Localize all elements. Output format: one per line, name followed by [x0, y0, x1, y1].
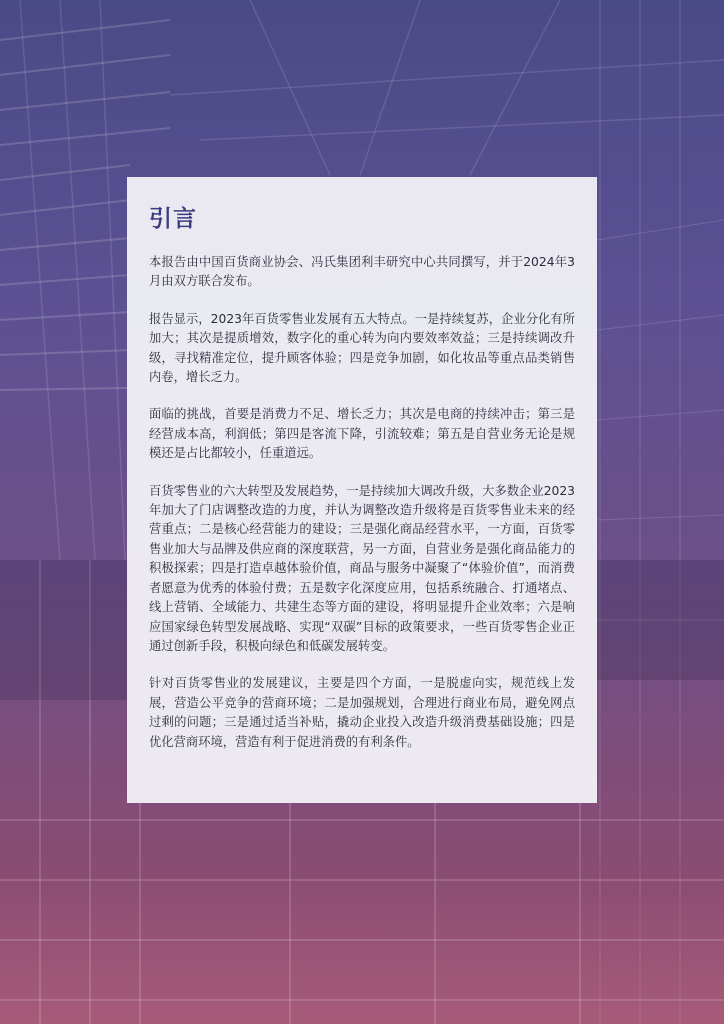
intro-card — [127, 177, 597, 803]
page-title: 引言 — [149, 206, 197, 232]
intro-paragraph-4: 百货零售业的六大转型及发展趋势，一是持续加大调改升级，大多数企业2023年加大了门店调整改造的力度，并认为调整改造升级将是百货零售业未来的经营重点；二是核心经营能力的建设；三是强化商品经营水平，一方面，百货零售业加大与品牌及供应商的深度联营，另一方面，自营业务是强化商品能力的积极探索；四是打造卓越体验价值，商品与服务中凝聚了“体验价值”，而消费者愿意为优秀的体验付费；五是数字化深度应用，包括系统融合、打通堵点、线上营销、全域能力、共建生态等方面的建设，将明显提升企业效率；六是响应国家绿色转型发展战略、实现“双碳”目标的政策要求，一些百货零售企业正通过创新手段，积极向绿色和低碳发展转变。 — [149, 483, 575, 653]
intro-paragraph-1: 本报告由中国百货商业协会、冯氏集团利丰研究中心共同撰写，并于2024年3月由双方联合发布。 — [149, 255, 575, 289]
intro-paragraph-5: 针对百货零售业的发展建议，主要是四个方面，一是脱虚向实，规范线上发展，营造公平竞争的营商环境；二是加强规划，合理进行商业布局，避免网点过剩的问题；三是通过适当补贴，撬动企业投入改造升级消费基础设施；四是优化营商环境，营造有利于促进消费的有利条件。 — [149, 676, 575, 749]
intro-paragraph-3: 面临的挑战，首要是消费力不足、增长乏力；其次是电商的持续冲击；第三是经营成本高，利润低；第四是客流下降，引流较难；第五是自营业务无论是规模还是占比都较小，任重道远。 — [149, 407, 575, 461]
intro-paragraph-2: 报告显示，2023年百货零售业发展有五大特点。一是持续复苏，企业分化有所加大；其次是提质增效，数字化的重心转为向内要效率效益；三是持续调改升级，寻找精准定位，提升顾客体验；四是竞争加剧，如化妆品等重点品类销售内卷，增长乏力。 — [149, 311, 575, 385]
